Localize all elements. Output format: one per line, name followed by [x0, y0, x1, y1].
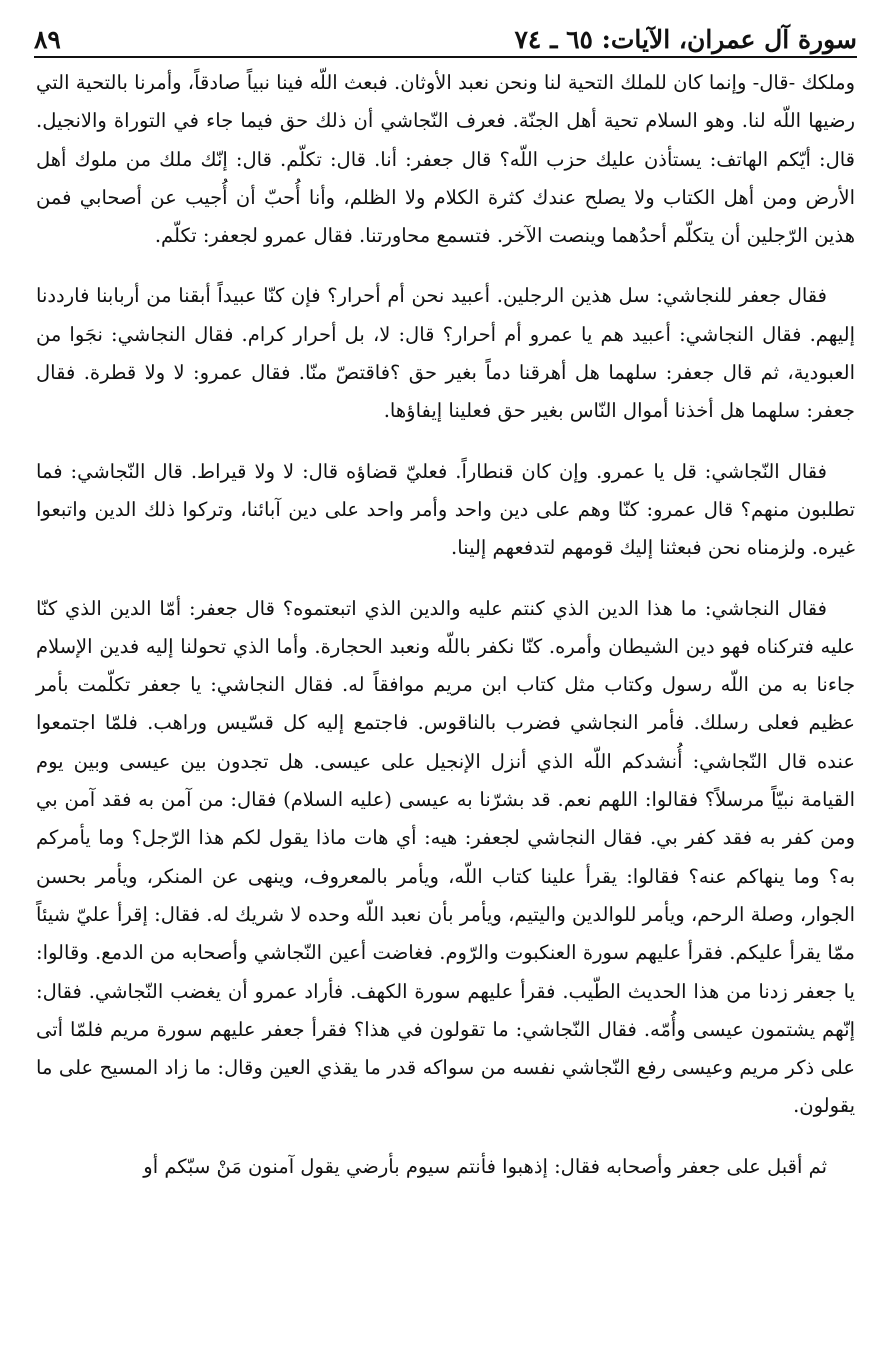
page-body — [36, 64, 855, 1186]
paragraph-4: فقال النجاشي: ما هذا الدين الذي كنتم عليه والدين الذي اتبعتموه؟ قال جعفر: أمّا الدين الذي كنّا عليه فتركناه فهو دين الشيطان وأمره. كنّا نكفر باللّه ونعبد الحجارة. وأما الذي تحولنا إليه فدين الإسلام جاءنا به من اللّه رسول وكتاب مثل كتاب ابن مريم موافقاً له. فقال النجاشي: يا جعفر تكلّمت بأمر عظيم فعلى رسلك. فأمر النجاشي فضرب بالناقوس. فاجتمع إليه كل قسّيس وراهب. فلمّا اجتمعوا عنده قال النّجاشي: أُنشدكم اللّه الذي أنزل الإنجيل على عيسى. هل تجدون بين عيسى وبين يوم القيامة نبيّاً مرسلاً؟ فقالوا: اللهم نعم. قد بشرّنا به عيسى (عليه السلام) فقال: من آمن به فقد آمن بي ومن كفر به فقد كفر بي. فقال النجاشي لجعفر: هيه: أي هات ماذا يقول لكم هذا الرّجل؟ وما يأمركم به؟ وما ينهاكم عنه؟ فقالوا: يقرأ علينا كتاب اللّه، ويأمر بالمعروف، وينهى عن المنكر، ويأمر بحسن الجوار، وصلة الرحم، ويأمر للوالدين واليتيم، ويأمر بأن نعبد اللّه وحده لا شريك له. فقال: إقرأ عليّ شيئاً ممّا يقرأ عليكم. فقرأ عليهم سورة العنكبوت والرّوم. فغاضت أعين النّجاشي وأصحابه من الدمع. وقالوا: يا جعفر زدنا من هذا الحديث الطّيب. فقرأ عليهم سورة الكهف. فأراد عمرو أن يغضب النّجاشي. فقال: إنّهم يشتمون عيسى وأُمّه. فقال النّجاشي: ما تقولون في هذا؟ فقرأ جعفر عليهم سورة مريم فلمّا أتى على ذكر مريم وعيسى رفع النّجاشي نفسه من سواكه قدر ما يقذي العين وقال: ما زاد المسيح على ما يقولون. — [36, 596, 855, 1118]
paragraph-spacer — [36, 255, 855, 277]
page-number: ٨٩ — [34, 25, 61, 54]
running-head-title: سورة آل عمران، الآيات: ٦٥ ـ ٧٤ — [514, 25, 857, 54]
paragraph-spacer — [36, 568, 855, 590]
page-header — [34, 14, 857, 54]
paragraph-2: فقال جعفر للنجاشي: سل هذين الرجلين. أعبيد نحن أم أحرار؟ فإن كنّا عبيداً أبقنا من أربابنا فارددنا إليهم. فقال النجاشي: أعبيد هم يا عمرو أم أحرار؟ قال: لا، بل أحرار كرام. فقال النجاشي: نجَوا من العبودية، ثم قال جعفر: سلهما هل أهرقنا دماً بغير حق ؟فاقتصّ منّا. فقال عمرو: لا ولا قطرة. فقال جعفر: سلهما هل أخذنا أموال النّاس بغير حق فعلينا إيفاؤها. — [36, 284, 855, 423]
paragraph-spacer — [36, 431, 855, 453]
paragraph-5: ثم أقبل على جعفر وأصحابه فقال: إذهبوا فأنتم سيوم بأرضي يقول آمنون مَنْ سبّكم أو — [143, 1154, 827, 1178]
paragraph-spacer — [36, 1126, 855, 1148]
paragraph-3: فقال النّجاشي: قل يا عمرو. وإن كان قنطاراً. فعليّ قضاؤه قال: لا ولا قيراط. قال النّجاشي: فما تطلبون منهم؟ قال عمرو: كنّا وهم على دين واحد وأمر واحد على دين آبائنا، وتركوا ذلك الدين واتبعوا غيره. ولزمناه نحن فبعثنا إليك قومهم لتدفعهم إلينا. — [36, 459, 855, 560]
header-divider — [34, 56, 857, 58]
paragraph-1: وملكك -قال- وإنما كان للملك التحية لنا ونحن نعبد الأوثان. فبعث اللّه فينا نبياً صادقاً، وأمرنا بالتحية التي رضيها اللّه لنا. وهو السلام تحية أهل الجنّة. فعرف النّجاشي أن ذلك حق فيما جاء في التوراة والانجيل. قال: أيّكم الهاتف: يستأذن عليك حزب اللّه؟ قال جعفر: أنا. قال: تكلّم. قال: إنّك ملك من ملوك أهل الأرض ومن أهل الكتاب ولا يصلح عندك كثرة الكلام ولا الظلم، وأنا أُحبّ أن أُجيب عن أصحابي فمن هذين الرّجلين أن يتكلّم أحدُهما وينصت الآخر. فتسمع محاورتنا. فقال عمرو لجعفر: تكلّم. — [36, 71, 855, 248]
